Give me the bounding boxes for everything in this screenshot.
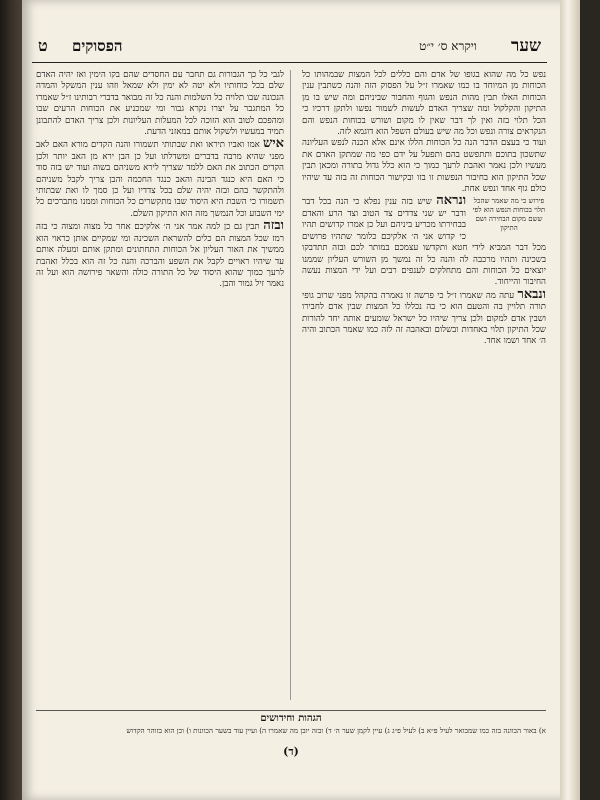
inset-commentary: פירוש כי מה שאמר שהכל תלוי בכוחות הנפש הוא לפי ששם מקום הבחירה ושם התיקון [472, 197, 546, 233]
paragraph: עתה מה שאמרו ז״ל כי פרשה זו נאמרה בהקהל מפני שרוב גופי תורה תלויין בה והטעם הוא כי בה נכללו כל המצות שבין אדם לחבירו ושבין אדם למקום ולכן צריך שיהיו כל ישראל שומעים אותה יחד להורות שכל התיקון תלוי באחדות ובשלום ובאהבה זה לזה כמו שאמר הכתוב והיה ה׳ אחד ושמו אחד. [302, 290, 546, 347]
catchword: ונבאר [517, 286, 546, 302]
book-spine [0, 0, 22, 800]
page-footer [36, 710, 546, 758]
header-page-letter: ט [38, 36, 48, 55]
footnotes-text: א) באור הכוונה בזה כמו שמבואר לעיל פ״א ב) לעיל פ״ג ג) עיין לקמן שער ה׳ ד) ובזה יובן מה שאמרו ה) ועיין עוד בשער הכוונות ו) וכן הוא בזוהר הקדוש [126, 726, 546, 735]
paragraph: ועוד כי בעצם הדבר הנה כל הכוחות הללו אינם אלא הכנה לנפש העליונה שתשכון בתוכם ותתפשט בהם ותפעל על ידם כפי מה שמתקן האדם את מעשיו ולכן נאמר ואהבת לרעך כמוך כי הוא כלל גדול בתורה ומכאן תבין שכל התיקון הוא בחיבור הנפשות זו בזו ובקישור הכוחות זה בזה עד שיהיו כולם גוף אחד ונפש אחת. [302, 138, 546, 195]
page-edge [560, 0, 580, 800]
column-divider [290, 70, 291, 700]
paragraph: שיש בזה ענין נפלא כי הנה בכל דבר ודבר יש שני צדדים צד הטוב וצד הרע והאדם בבחירתו מכריע ביניהם ועל כן אמרו קדושים תהיו כי קדוש אני ה׳ אלקיכם כלומר שתהיו פרושים מכל דבר המביא לידי חטא ותקדשו עצמכם במותר לכם ובזה תתדבקו בשכינה ותהיו מרכבה לה והנה כל זה נמשך מן השורש העליון שממנו יוצאים כל הכוחות והם מתחלקים לענפים רבים ועל ידי המצות נעשה החיבור והייחוד. [302, 197, 546, 288]
left-column [36, 70, 284, 700]
footnotes-title: הגהות וחידושים [260, 713, 322, 724]
book-page [22, 0, 580, 800]
page-header [32, 36, 547, 63]
page-body [36, 70, 546, 700]
paragraph: נפש כל מה שהוא בגופו של אדם והם כללים לכל המצות שבמהותו כל הכוחות מן המיוחד בו כמו שאמרו ז״ל על הפסוק הזה והנה כשתבין ענין הכוחות האלו תבין מהות הנפש והגוף והחבור שביניהם ומה שיש בו מן התיקון והקלקול ומה שצריך האדם לעשות לשמור נפשו ולתקן דרכיו כי הכל תלוי בזה ואין לך דבר שאין לו מקום ושורש בכוחות הנפש והם הנקראים צורה ונפש וכל מה שיש בעולם השפל הוא דוגמא לזה. [302, 70, 546, 138]
catchword: איש [263, 136, 284, 152]
header-title-left: הפסוקים [72, 37, 123, 55]
page-number: (ד) [283, 745, 299, 758]
paragraph: תבין גם כן למה אמר אני ה׳ אלקיכם אחר כל מצוה ומצוה כי בזה רמז שכל המצות הם כלים להשראת השכינה ומי שמקיים אותן כראוי הוא ממשיך את האור העליון אל הכוחות התחתונים ומתקן אותם ומעלה אותם עד שיהיו ראויים לקבל את השפע והברכה והנה כל זה הוא בכלל ואהבת לרעך כמוך שהוא היסוד של כל התורה כולה והשאר פירושה הוא ועל זה נאמר זיל גמור והבן. [36, 222, 284, 290]
paragraph: לגבי כל כך הגבורות גם תחבר עם החסדים שהם בקו הימין ואז יהיה האדם שלם בכל כוחותיו ולא יטה לא ימין ולא שמאל וזהו ענין המשקל והמדה הנכונה שבו תלויה כל השלמות והנה כל זה מבואר בדברי רבותינו ז״ל שאמרו כל המתגבר על יצרו נקרא גבור ומי שמכניע את הכוחות הרעים שבו ומהפכם לטוב הוא הזוכה לכל המעלות העליונות ולכן צריך האדם להתבונן תמיד במעשיו ולשקול אותם במאזני הדעת. [36, 70, 284, 138]
catchword: ובזה [263, 218, 284, 234]
header-parsha: ויקרא ס׳ י״ט [419, 39, 477, 53]
header-title-right: שער [510, 36, 541, 56]
paragraph: אמו ואביו תיראו ואת שבתותי תשמורו והנה הקדים מורא האם לאב מפני שהיא מרבה בדברים ומשדלתו ועל כן הבן ירא מן האב יותר ולכן הקדים הכתוב את האם ללמד שצריך לירא משניהם בשוה ועוד יש בזה סוד כי האם היא כנגד הבינה והאב כנגד החכמה והבן צריך לקבל משניהם ולהתקשר בהם ובזה יהיה שלם בכל צדדיו ועל כן סמך לו ואת שבתותי תשמורו כי השבת היא היסוד שבו מתקשרים כל הכוחות וממנו מתברכים כל ימי השבוע וכל הנמשך מזה הוא התיקון השלם. [36, 140, 284, 219]
catchword: ונראה [436, 193, 467, 209]
right-column [302, 70, 546, 700]
